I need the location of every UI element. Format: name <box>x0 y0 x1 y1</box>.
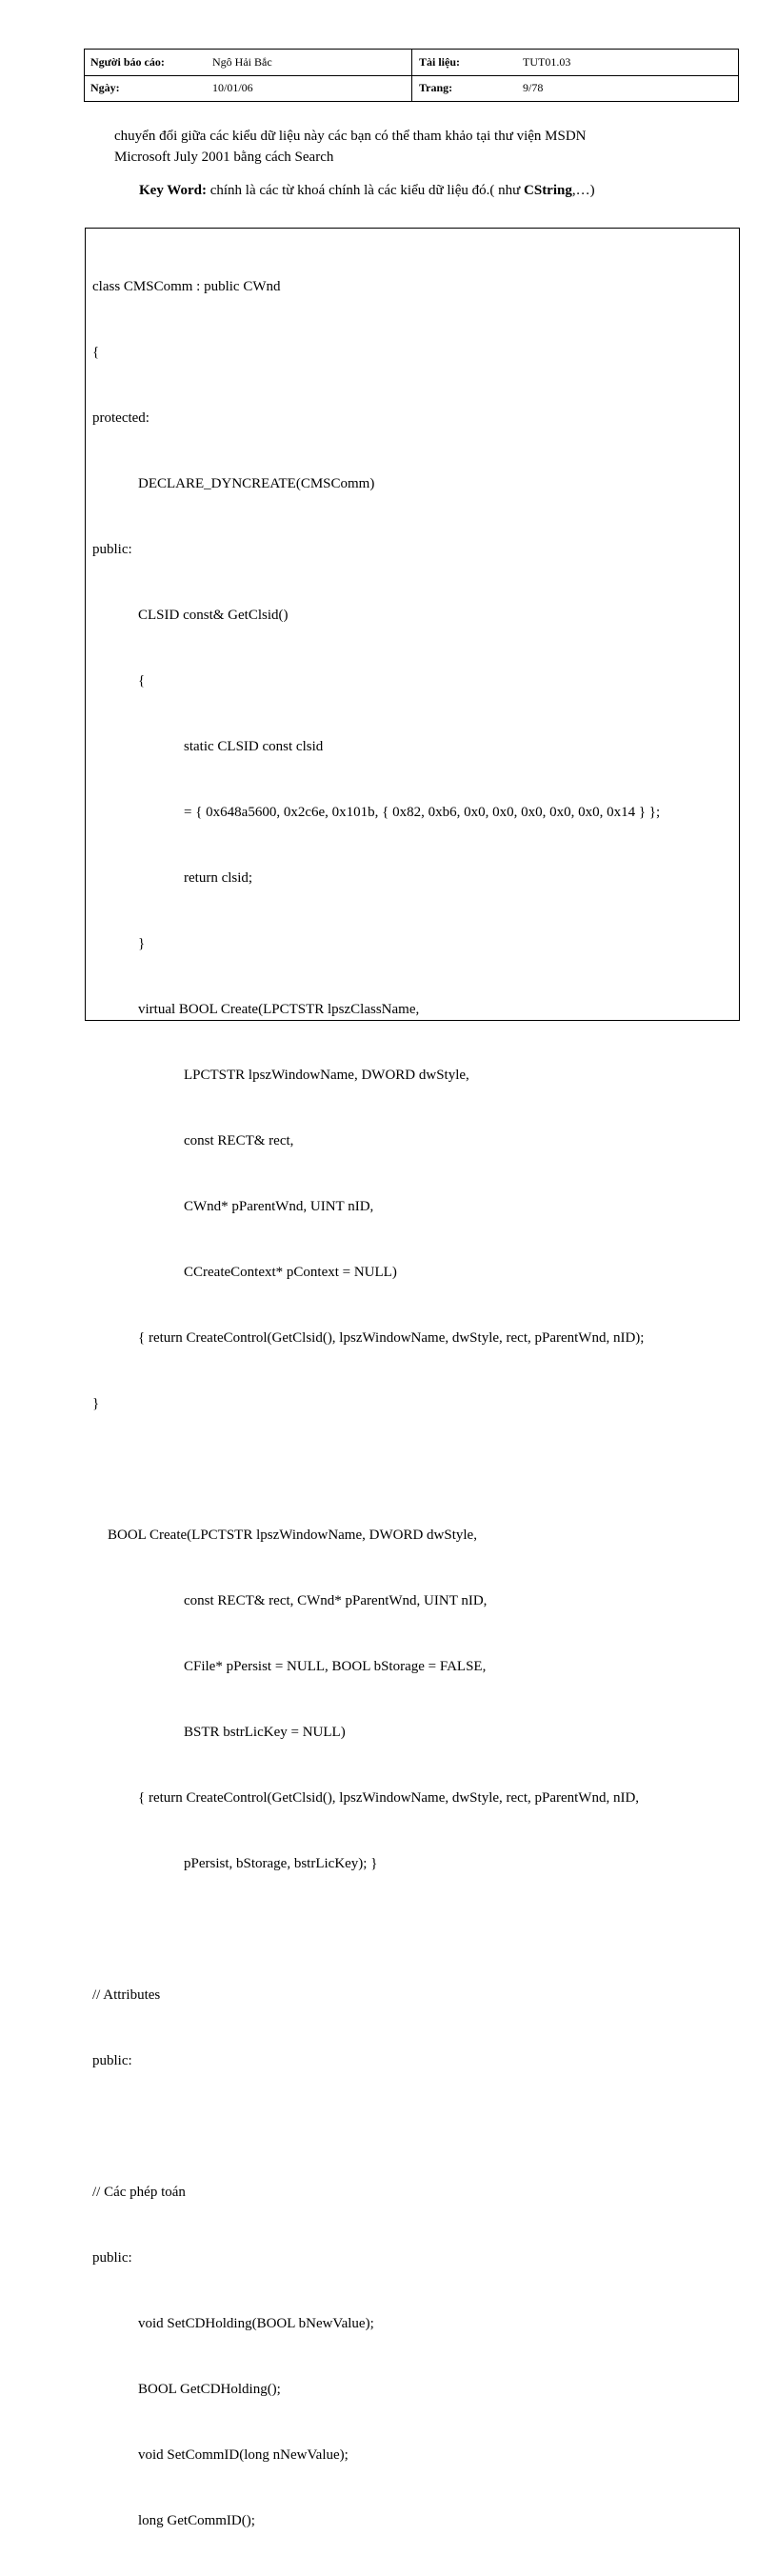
code-line: CLSID const& GetClsid() <box>138 608 289 623</box>
date-value: 10/01/06 <box>212 81 253 94</box>
code-line: const RECT& rect, <box>184 1133 294 1148</box>
code-line: { return CreateControl(GetClsid(), lpszWindowName, dwStyle, rect, pParentWnd, nID, <box>138 1790 640 1806</box>
code-line: CFile* pPersist = NULL, BOOL bStorage = FALSE, <box>184 1659 487 1674</box>
code-line: } <box>138 936 146 951</box>
reporter-value: Ngô Hải Bắc <box>212 55 272 69</box>
code-line: CWnd* pParentWnd, UINT nID, <box>184 1199 374 1214</box>
code-line: pPersist, bStorage, bstrLicKey); } <box>184 1856 378 1871</box>
keyword-paragraph <box>139 180 748 201</box>
code-line: DECLARE_DYNCREATE(CMSComm) <box>138 476 375 491</box>
code-line: public: <box>92 2250 132 2266</box>
document-label: Tài liệu: <box>419 55 461 69</box>
code-comment: // Attributes <box>92 1987 161 2003</box>
code-line: public: <box>92 2053 132 2068</box>
keyword-label: Key Word: <box>139 183 207 198</box>
code-line-blank <box>92 1919 735 1941</box>
code-line: = { 0x648a5600, 0x2c6e, 0x101b, { 0x82, 0xb6, 0x0, 0x0, 0x0, 0x0, 0x0, 0x14 } }; <box>184 805 661 820</box>
page-label: Trang: <box>419 81 453 94</box>
code-line: { <box>92 345 100 360</box>
keyword-end: ,…) <box>571 183 595 198</box>
code-line: void SetCommID(long nNewValue); <box>138 2447 349 2463</box>
intro-line-2: Microsoft July 2001 bằng cách Search <box>114 150 334 165</box>
code-line: protected: <box>92 410 149 426</box>
document-value: TUT01.03 <box>523 55 571 69</box>
code-line: virtual BOOL Create(LPCTSTR lpszClassName, <box>138 1002 420 1017</box>
date-label: Ngày: <box>90 81 120 94</box>
code-line-blank <box>92 2116 735 2138</box>
header-divider-horizontal <box>85 75 738 76</box>
code-line: BOOL Create(LPCTSTR lpszWindowName, DWORD dwStyle, <box>108 1528 477 1543</box>
code-line: public: <box>92 542 132 557</box>
code-line: const RECT& rect, CWnd* pParentWnd, UINT nID, <box>184 1593 488 1608</box>
code-listing <box>92 232 735 2576</box>
intro-paragraph <box>114 126 724 168</box>
code-line: static CLSID const clsid <box>184 739 324 754</box>
code-line: LPCTSTR lpszWindowName, DWORD dwStyle, <box>184 1068 469 1083</box>
code-line-blank <box>92 1459 735 1481</box>
code-line: CCreateContext* pContext = NULL) <box>184 1265 397 1280</box>
page-value: 9/78 <box>523 81 544 94</box>
code-listing-box <box>85 228 740 2528</box>
document-header-table <box>84 49 739 102</box>
code-line: BSTR bstrLicKey = NULL) <box>184 1725 346 1740</box>
code-line: { <box>138 673 146 689</box>
code-line: } <box>92 1396 100 1411</box>
keyword-bold: CString <box>524 183 572 198</box>
code-line: long GetCommID(); <box>138 2513 255 2528</box>
keyword-text: chính là các từ khoá chính là các kiểu dữ liệu đó.( như <box>206 183 525 198</box>
intro-line-1: chuyển đổi giữa các kiểu dữ liệu này các bạn có thể tham khảo tại thư viện MSDN <box>114 129 587 144</box>
code-line: return clsid; <box>184 870 253 886</box>
reporter-label: Người báo cáo: <box>90 55 165 69</box>
code-comment: // Các phép toán <box>92 2185 186 2200</box>
code-line: class CMSComm : public CWnd <box>92 279 281 294</box>
code-line: BOOL GetCDHolding(); <box>138 2382 281 2397</box>
code-line: void SetCDHolding(BOOL bNewValue); <box>138 2316 374 2331</box>
code-line: { return CreateControl(GetClsid(), lpszWindowName, dwStyle, rect, pParentWnd, nID); <box>138 1330 645 1346</box>
